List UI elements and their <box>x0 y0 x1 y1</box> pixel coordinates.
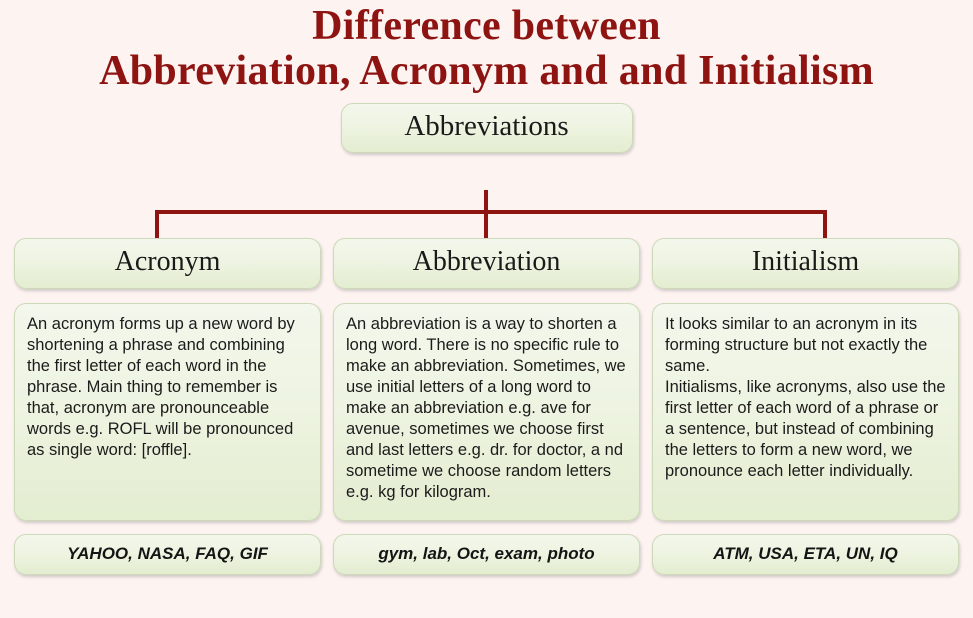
acronym-description <box>14 303 321 521</box>
column-initialism <box>652 238 959 575</box>
column-abbreviation <box>333 238 640 575</box>
root-node-label: Abbreviations <box>404 109 569 142</box>
initialism-title: Initialism <box>751 246 860 277</box>
page-title <box>0 0 973 95</box>
acronym-examples-text: YAHOO, NASA, FAQ, GIF <box>67 544 268 563</box>
abbreviation-examples <box>333 534 640 575</box>
abbreviation-description <box>333 303 640 521</box>
abbreviation-description-text: An abbreviation is a way to shorten a long word. There is no specific rule to make an abbreviation. Sometimes, we use initial letters of a long word to make an abbreviation e.g. ave for avenue, sometimes we choose first and last letters e.g. dr. for doctor, a nd sometime we choose random letters e.g. kg for kilogram. <box>346 315 626 501</box>
acronym-description-text: An acronym forms up a new word by shortening a phrase and combining the first letter of each word in the phrase. Main thing to remember is that, acronym are pronounceable words e.g. ROFL will be pronounced as single word: [roffle]. <box>27 315 295 459</box>
title-line-1: Difference between <box>312 3 661 49</box>
node-abbreviations[interactable] <box>341 103 633 153</box>
acronym-title: Acronym <box>114 246 221 277</box>
abbreviation-examples-text: gym, lab, Oct, exam, photo <box>378 544 595 563</box>
column-acronym <box>14 238 321 575</box>
node-initialism[interactable] <box>652 238 959 289</box>
node-abbreviation[interactable] <box>333 238 640 289</box>
initialism-description-text-1: It looks similar to an acronym in its forming structure but not exactly the same. <box>665 315 928 375</box>
initialism-examples <box>652 534 959 575</box>
initialism-description <box>652 303 959 521</box>
acronym-examples <box>14 534 321 575</box>
columns-container <box>0 238 973 575</box>
node-acronym[interactable] <box>14 238 321 289</box>
initialism-description-text-2: Initialisms, like acronyms, also use the first letter of each word of a phrase or a sentence, but instead of combining the letters to form a new word, we pronounce each letter individually. <box>665 377 946 480</box>
initialism-examples-text: ATM, USA, ETA, UN, IQ <box>713 544 898 563</box>
abbreviation-title: Abbreviation <box>412 246 561 277</box>
title-line-2: Abbreviation, Acronym and and Initialism <box>99 48 874 95</box>
root-node-container <box>0 103 973 153</box>
